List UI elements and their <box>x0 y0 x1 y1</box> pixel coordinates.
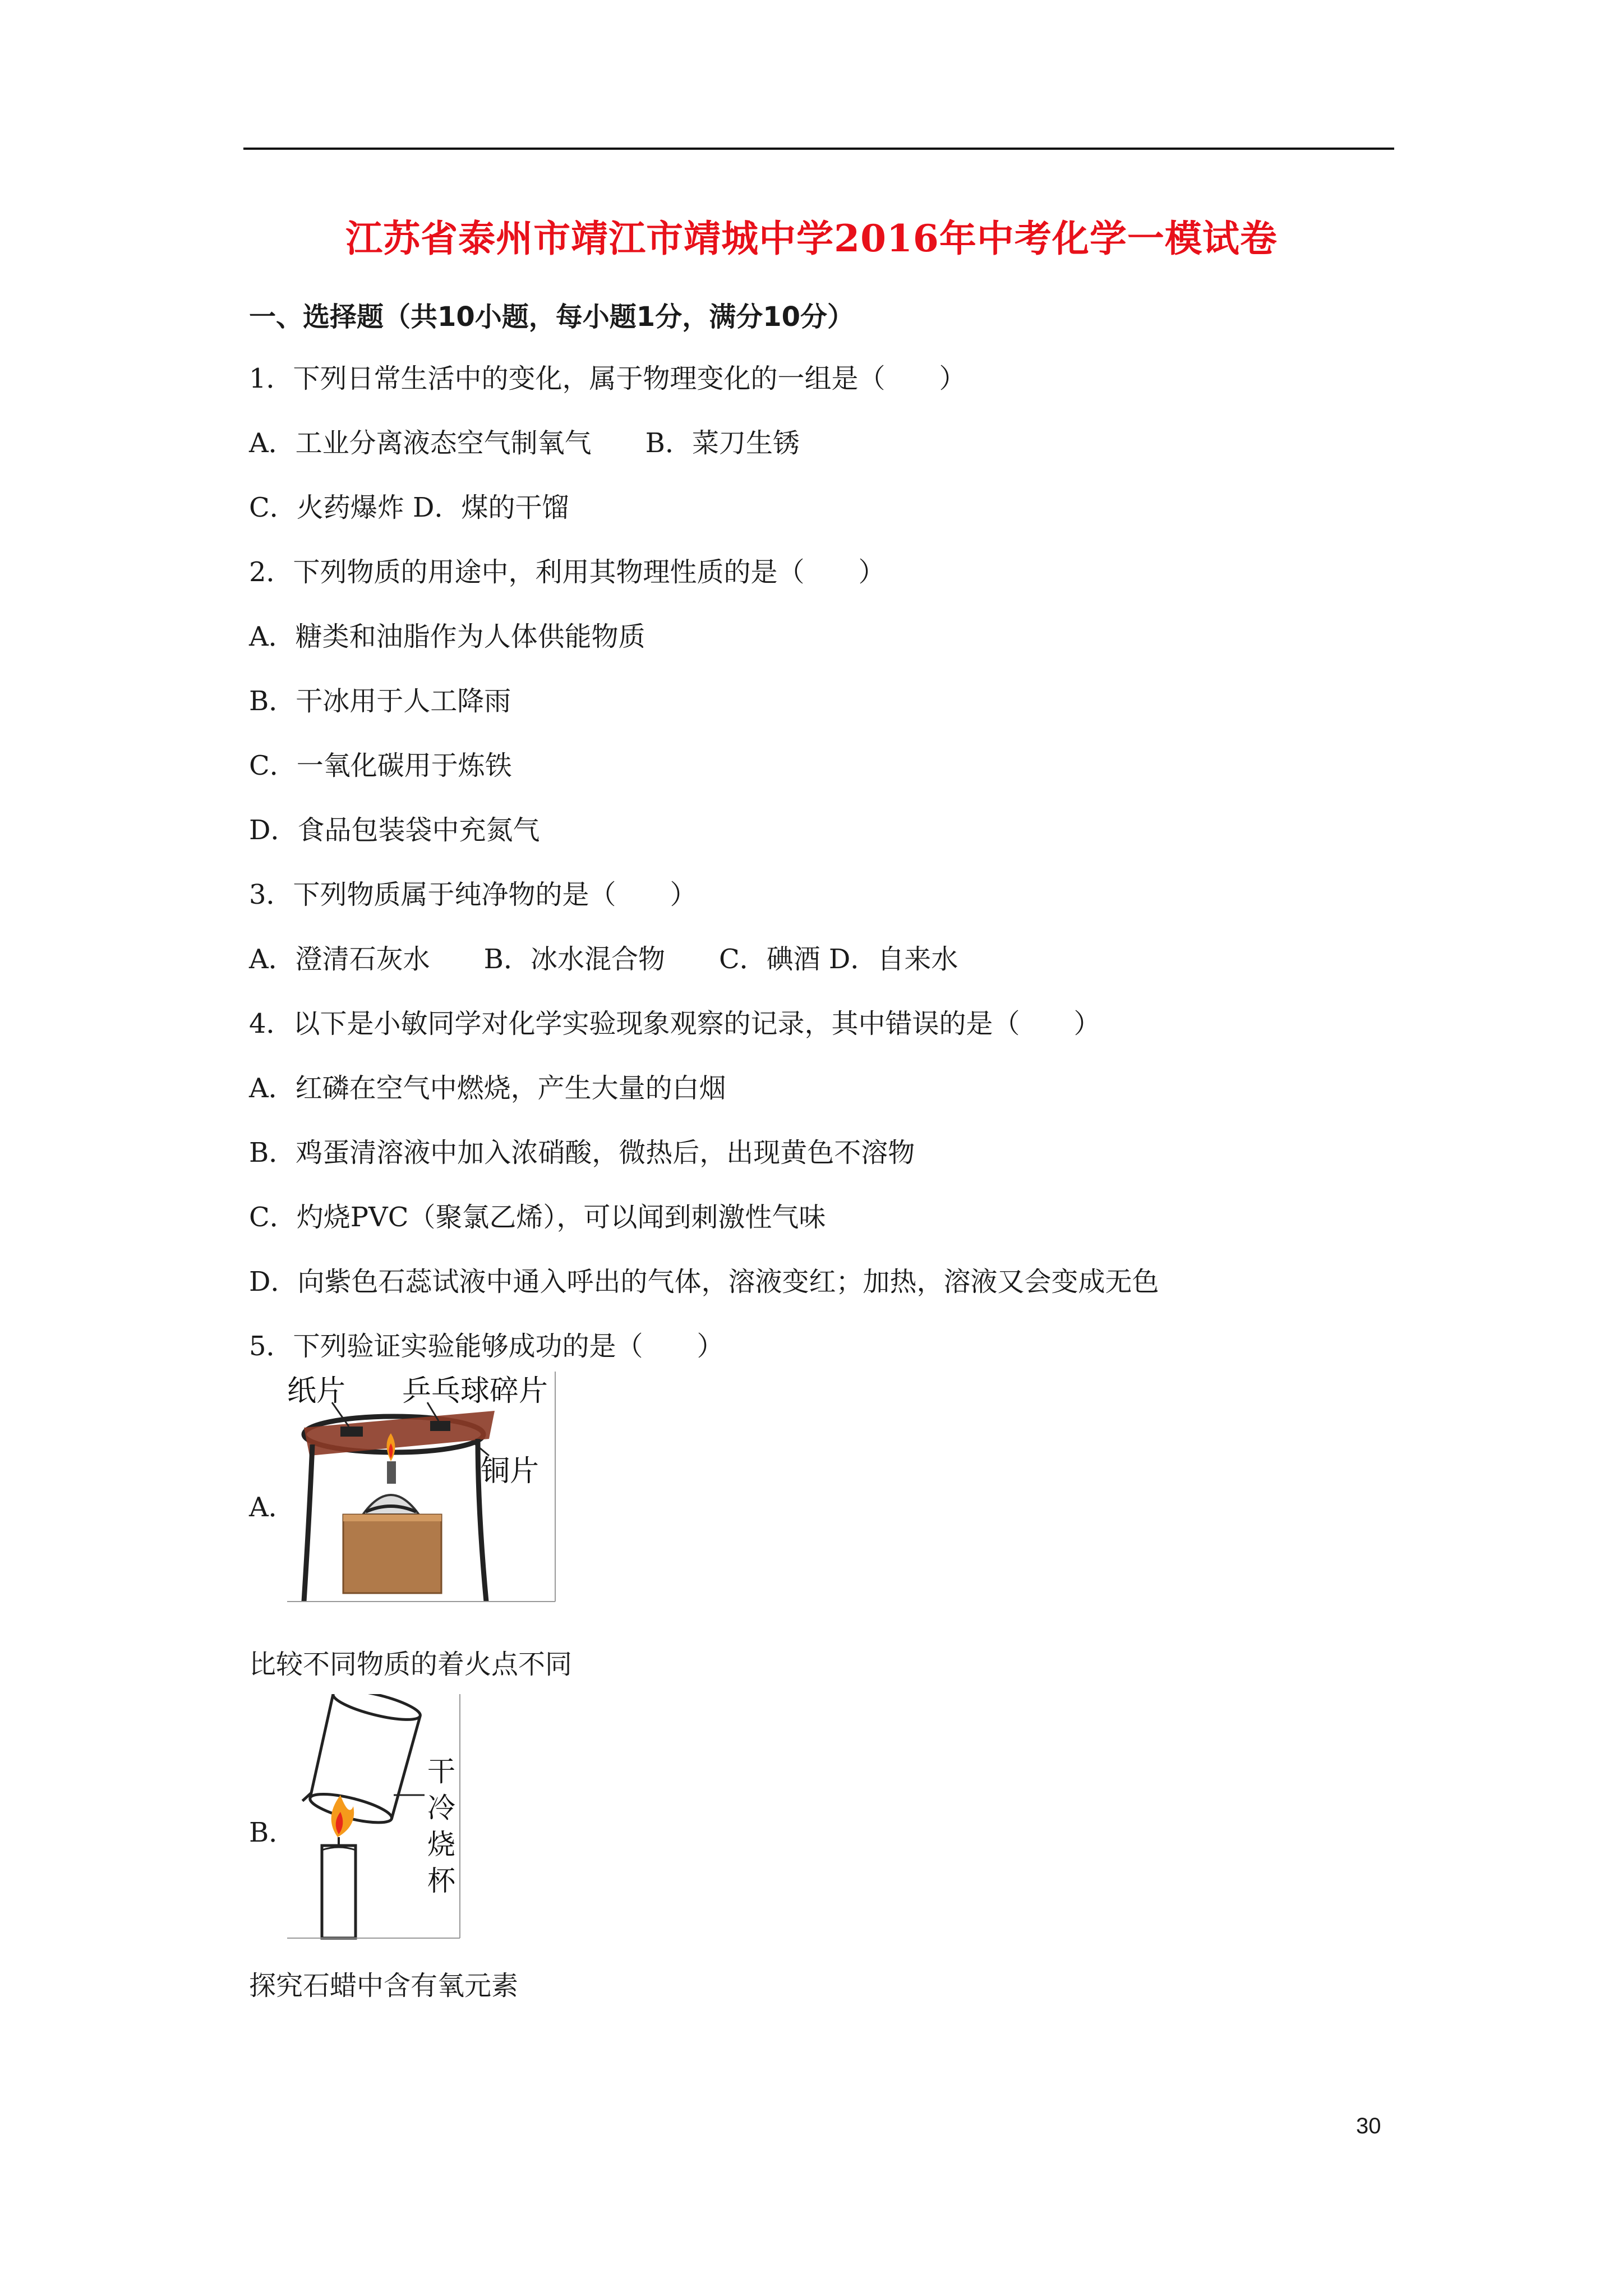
q2-option-a: A．糖类和油脂作为人体供能物质 <box>249 621 645 652</box>
q3-stem: 3．下列物质属于纯净物的是（ ） <box>249 879 697 910</box>
q4-option-d: D．向紫色石蕊试液中通入呼出的气体，溶液变红；加热，溶液又会变成无色 <box>249 1266 1159 1297</box>
q4-option-b: B．鸡蛋清溶液中加入浓硝酸，微热后，出现黄色不溶物 <box>249 1137 915 1168</box>
page-title: 江苏省泰州市靖江市靖城中学2016年中考化学一模试卷 <box>345 217 1278 260</box>
q5-stem: 5．下列验证实验能够成功的是（ ） <box>249 1331 724 1362</box>
q3-options: A．澄清石灰水 B．冰水混合物 C．碘酒 D．自来水 <box>249 944 958 975</box>
q1-options-ab: A．工业分离液态空气制氧气 B．菜刀生锈 <box>249 427 800 459</box>
label-beaker-2: 冷 <box>427 1792 455 1824</box>
label-pingpong: 乒乓球碎片 <box>402 1374 548 1408</box>
q5-option-b-caption: 探究石蜡中含有氧元素 <box>249 1970 519 2001</box>
q2-option-c: C．一氧化碳用于炼铁 <box>249 750 512 781</box>
label-beaker-1: 干 <box>427 1755 455 1788</box>
section-heading: 一、选择题（共10小题，每小题1分，满分10分） <box>249 301 854 333</box>
label-paper: 纸片 <box>287 1374 346 1408</box>
q5-option-b-label: B． <box>249 1817 296 1848</box>
q4-option-c: C．灼烧PVC（聚氯乙烯），可以闻到刺激性气味 <box>249 1202 826 1233</box>
q5-option-a-caption: 比较不同物质的着火点不同 <box>249 1649 573 1680</box>
q1-options-cd: C．火药爆炸 D．煤的干馏 <box>249 492 569 523</box>
q5-option-a-label: A． <box>249 1492 296 1523</box>
q2-option-b: B．干冰用于人工降雨 <box>249 685 511 717</box>
page-number: 30 <box>1356 2114 1381 2138</box>
q1-stem: 1．下列日常生活中的变化，属于物理变化的一组是（ ） <box>249 363 966 394</box>
label-beaker-3: 烧 <box>427 1828 455 1861</box>
label-beaker-4: 杯 <box>427 1865 455 1897</box>
figure-tripod-experiment <box>287 1372 556 1607</box>
q2-stem: 2．下列物质的用途中，利用其物理性质的是（ ） <box>249 556 886 588</box>
q4-option-a: A．红磷在空气中燃烧，产生大量的白烟 <box>249 1073 726 1104</box>
q2-option-d: D．食品包装袋中充氮气 <box>249 815 540 846</box>
q4-stem: 4．以下是小敏同学对化学实验现象观察的记录，其中错误的是（ ） <box>249 1008 1101 1039</box>
figure-candle-beaker <box>287 1694 461 1941</box>
header-rule <box>243 148 1394 150</box>
label-copper: 铜片 <box>481 1455 540 1488</box>
